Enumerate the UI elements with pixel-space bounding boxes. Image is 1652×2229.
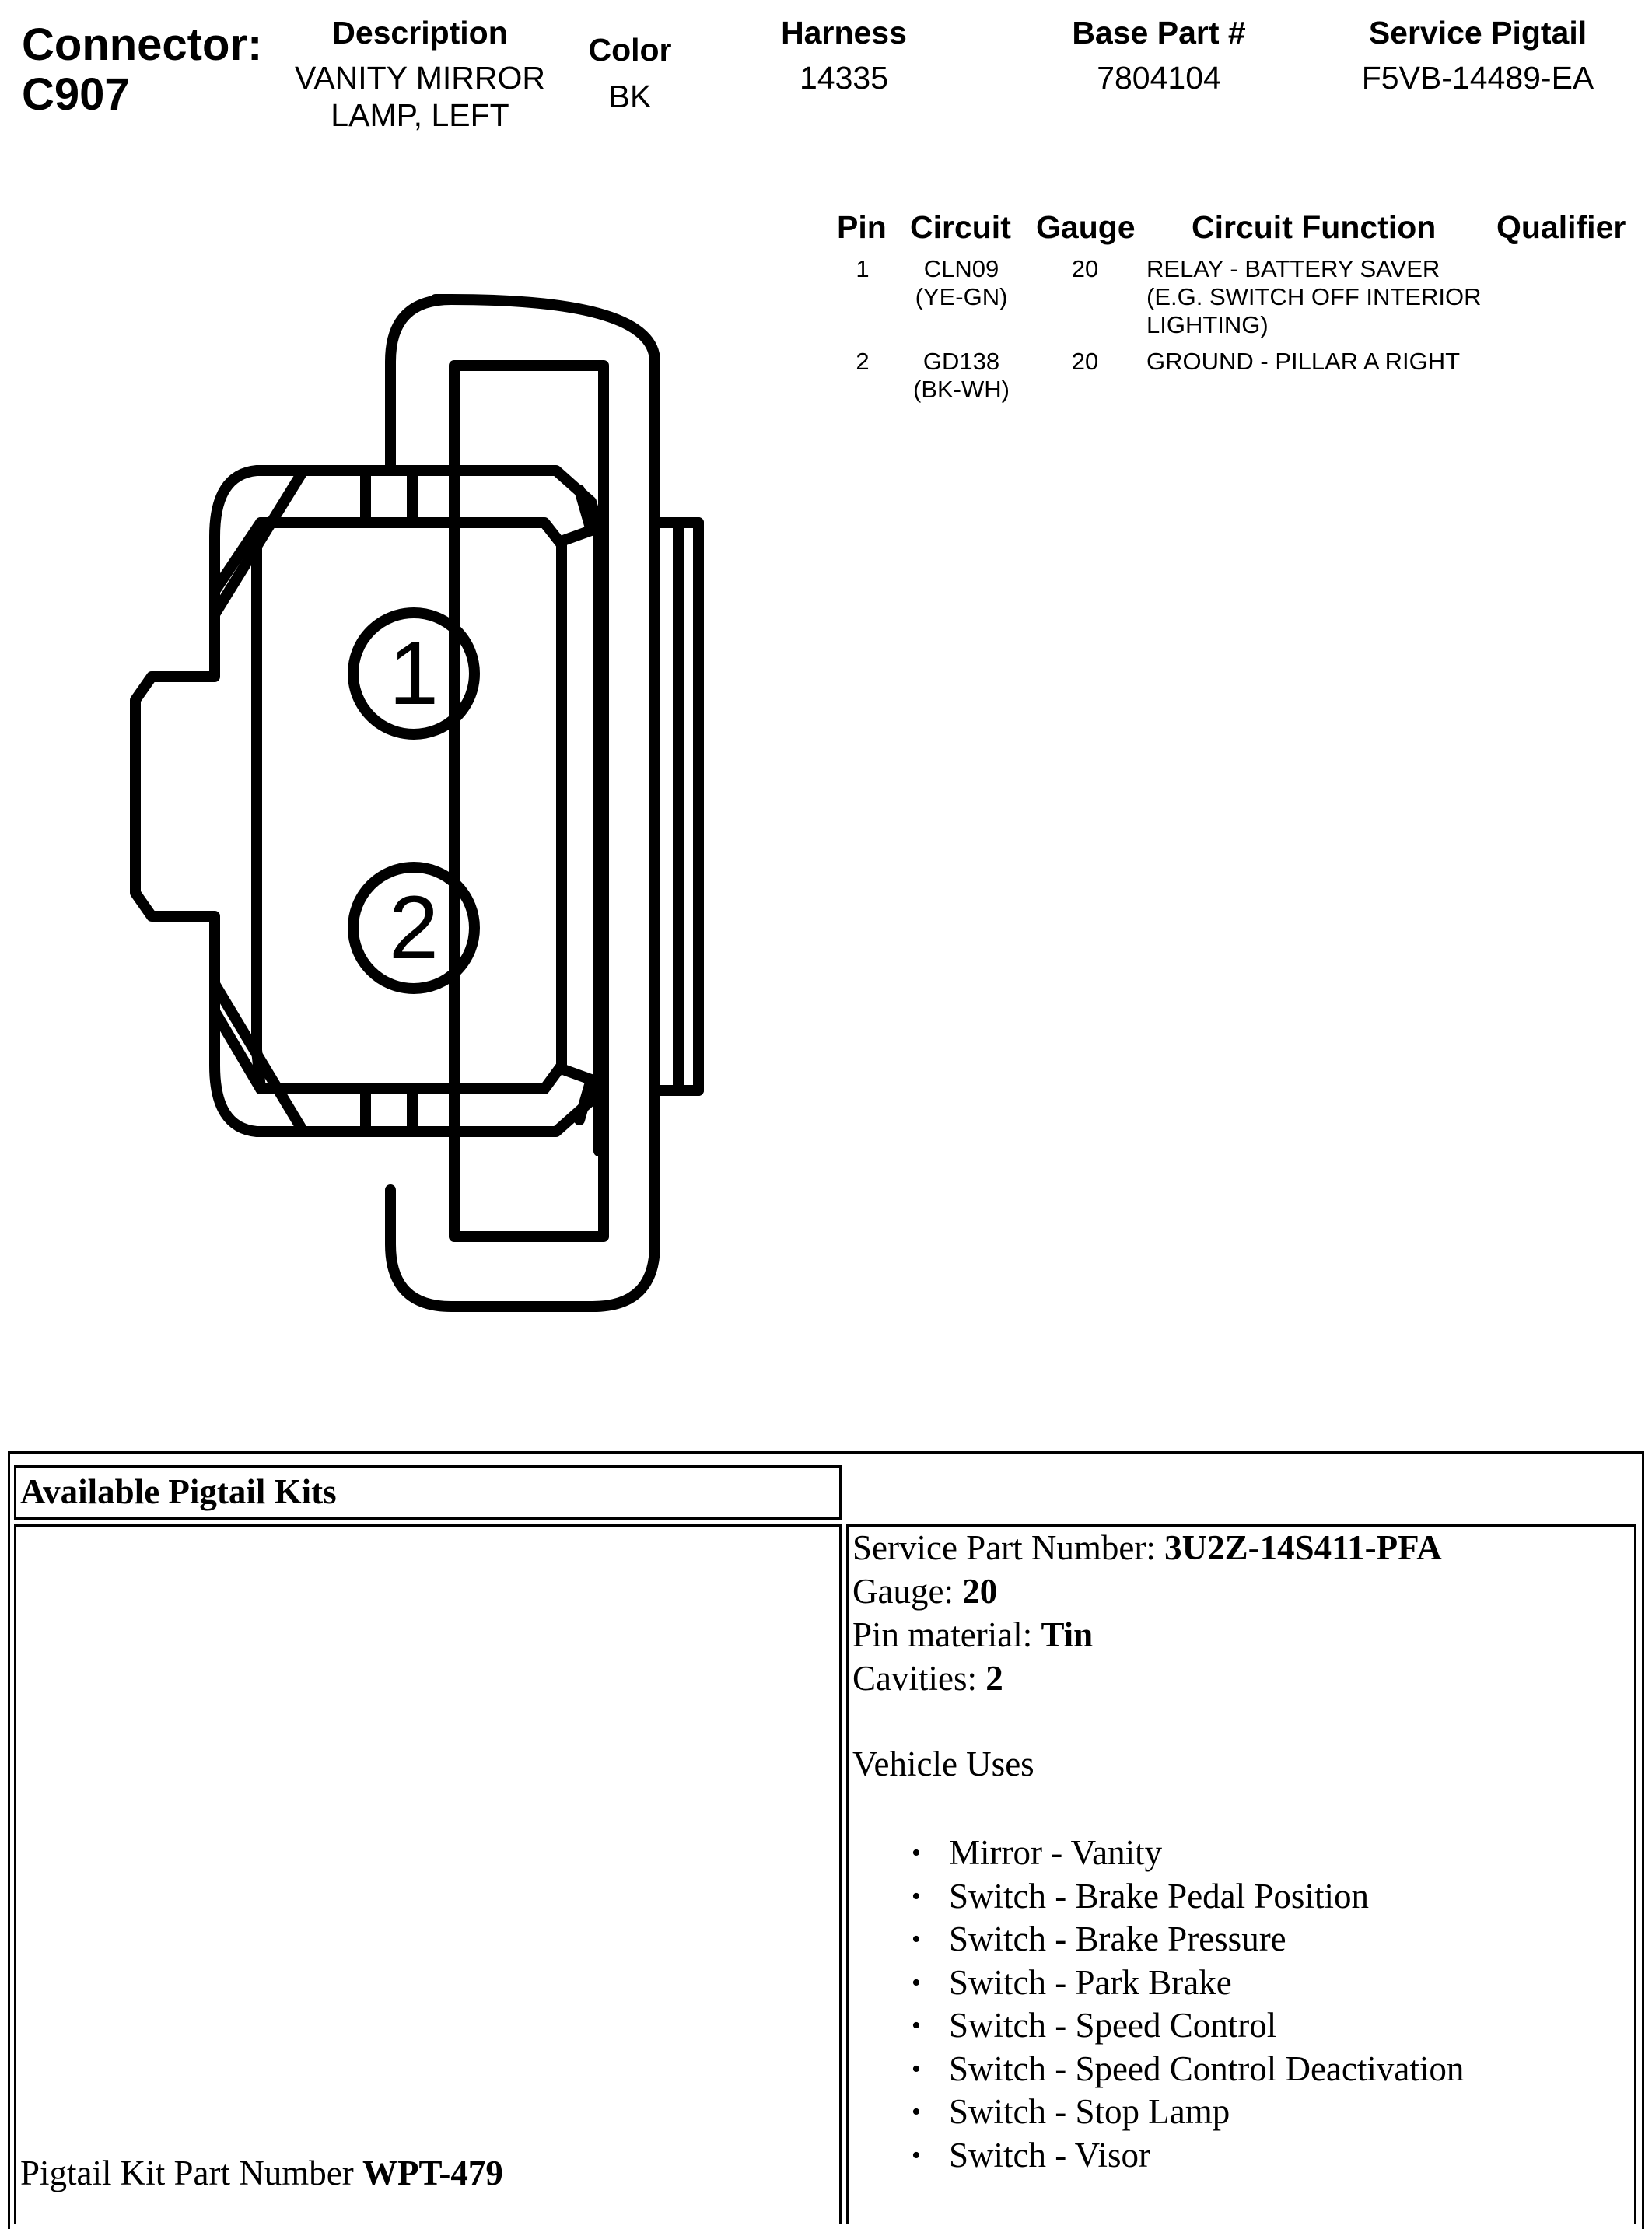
list-item: • Switch - Stop Lamp (904, 2091, 1464, 2134)
pin-material-value: Tin (1041, 1615, 1094, 1654)
description-value-line2: LAMP, LEFT (331, 97, 509, 133)
list-item: • Switch - Visor (904, 2134, 1464, 2178)
gauge-label: Gauge: (852, 1572, 963, 1611)
list-item: • Switch - Park Brake (904, 1961, 1464, 2005)
list-item: • Switch - Speed Control (904, 2004, 1464, 2048)
gauge-value: 20 (1071, 255, 1099, 282)
circuit-function-line1: GROUND - PILLAR A RIGHT (1146, 348, 1461, 375)
base-part-value: 7804104 (1097, 60, 1221, 96)
service-pigtail-header: Service Pigtail (1368, 15, 1587, 51)
harness-value: 14335 (799, 60, 888, 96)
gauge-value: 20 (1071, 348, 1099, 375)
pin-material-row (852, 1613, 1442, 1657)
cavities-row (852, 1657, 1442, 1700)
list-item: • Switch - Brake Pedal Position (904, 1875, 1464, 1919)
pin-number: 2 (856, 348, 870, 375)
service-part-row (852, 1526, 1442, 1569)
cavities-label: Cavities: (852, 1659, 986, 1698)
list-item: • Mirror - Vanity (904, 1832, 1464, 1875)
pin-1-label: 1 (389, 624, 439, 723)
pin-header: Pin (837, 209, 887, 245)
pigtail-kit-part-number (20, 2153, 503, 2193)
vehicle-uses-list (904, 1832, 1464, 2177)
connector-label-line1: Connector: (22, 19, 263, 70)
list-item: • Switch - Speed Control Deactivation (904, 2048, 1464, 2091)
qualifier-header: Qualifier (1496, 209, 1626, 245)
circuit-code: CLN09 (923, 255, 999, 282)
gauge-row (852, 1569, 1442, 1613)
service-pigtail-value: F5VB-14489-EA (1361, 60, 1594, 96)
service-part-label: Service Part Number: (852, 1528, 1165, 1567)
base-part-column (1042, 14, 1276, 96)
pigtail-spec-block (852, 1526, 1442, 1700)
connector-id: C907 (22, 69, 130, 120)
circuit-color: (YE-GN) (915, 283, 1008, 310)
service-part-value: 3U2Z-14S411-PFA (1164, 1528, 1442, 1567)
list-item: • Switch - Brake Pressure (904, 1918, 1464, 1961)
circuit-function-line3: LIGHTING) (1146, 311, 1269, 338)
color-header: Color (588, 32, 672, 68)
base-part-header: Base Part # (1072, 15, 1246, 51)
gauge-value: 20 (962, 1572, 998, 1611)
pin-material-label: Pin material: (852, 1615, 1041, 1654)
circuit-code: GD138 (922, 348, 1000, 375)
kit-part-value: WPT-479 (362, 2154, 503, 2192)
connector-face-diagram (0, 0, 778, 1338)
circuit-color: (BK-WH) (913, 376, 1010, 403)
pin-number: 1 (856, 255, 870, 282)
color-value: BK (608, 79, 652, 114)
circuit-header: Circuit (910, 209, 1011, 245)
kit-part-label: Pigtail Kit Part Number (20, 2154, 362, 2192)
gauge-header: Gauge (1036, 209, 1136, 245)
vehicle-uses-title: Vehicle Uses (852, 1744, 1034, 1783)
description-header: Description (332, 15, 508, 51)
cavities-value: 2 (985, 1659, 1003, 1698)
harness-header: Harness (781, 15, 907, 51)
circuit-function-header: Circuit Function (1192, 209, 1437, 245)
circuit-function-line1: RELAY - BATTERY SAVER (1146, 255, 1440, 282)
pigtail-image-cell (14, 1524, 842, 2224)
service-pigtail-column (1322, 14, 1633, 96)
circuit-function-line2: (E.G. SWITCH OFF INTERIOR (1146, 283, 1482, 310)
pigtail-kits-title: Available Pigtail Kits (20, 1472, 337, 1511)
pin-2-label: 2 (389, 878, 439, 978)
description-value-line1: VANITY MIRROR (295, 60, 545, 96)
